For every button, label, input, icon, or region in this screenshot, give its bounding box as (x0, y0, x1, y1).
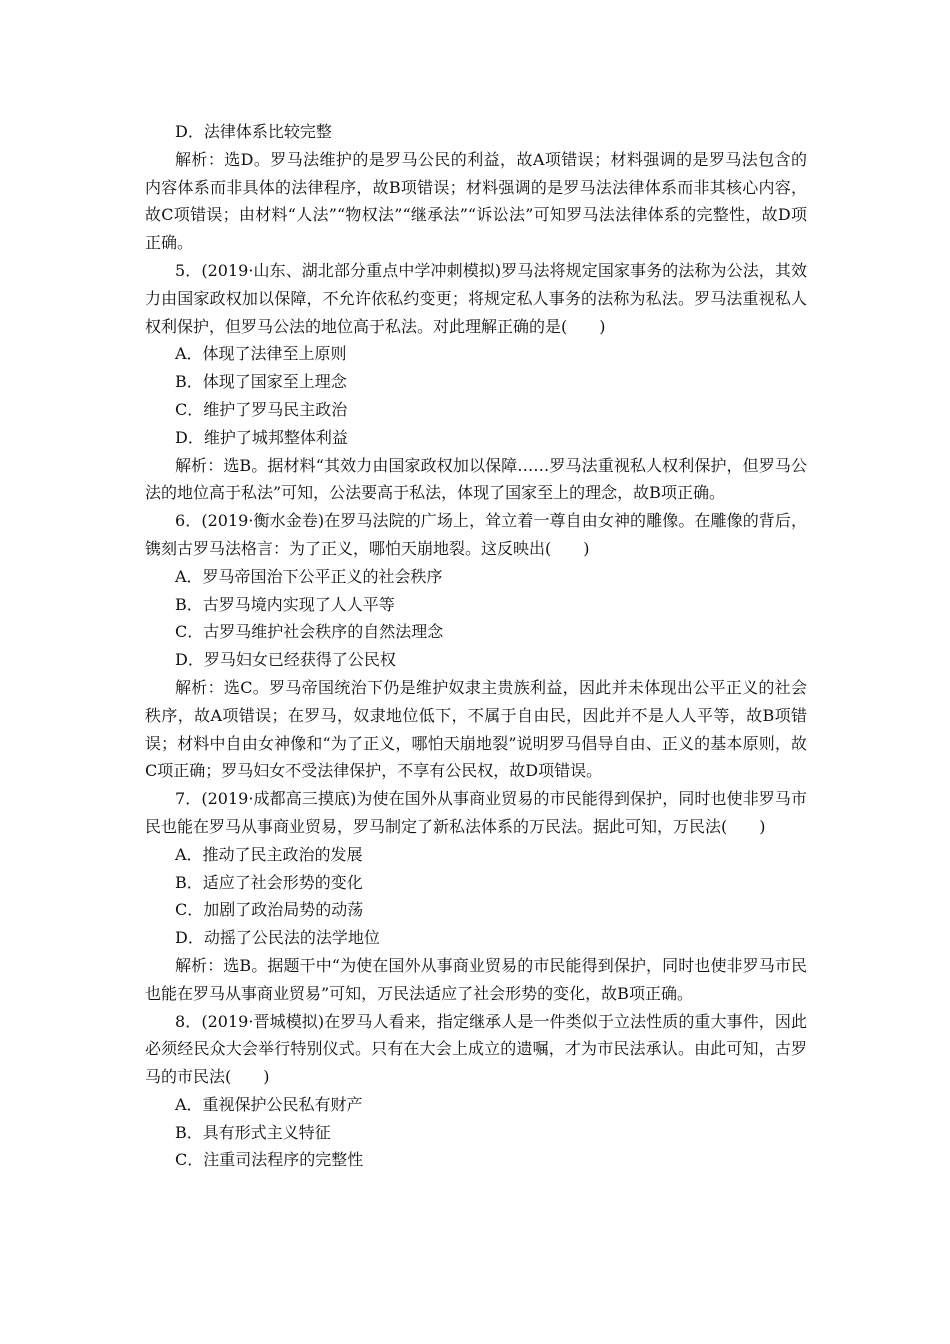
document-body (145, 118, 807, 1174)
q5-option-d: D．维护了城邦整体利益 (175, 427, 348, 447)
q8-option-c: C．注重司法程序的完整性 (175, 1150, 364, 1170)
q5-option-b: B．体现了国家至上理念 (175, 372, 347, 392)
q4-analysis: 解析：选D。罗马法维护的是罗马公民的利益，故A项错误；材料强调的是罗马法包含的内容体系而非具体的法律程序，故B项错误；材料强调的是罗马法法律体系而非其核心内容，故C项错误；由材料“人法”“物权法”“继承法”“诉讼法”可知罗马法法律体系的完整性，故D项正确。 (145, 149, 807, 253)
q6-option-a: A．罗马帝国治下公平正义的社会秩序 (175, 566, 443, 586)
q5-option-a: A．体现了法律至上原则 (175, 344, 347, 364)
q6-analysis: 解析：选C。罗马帝国统治下仍是维护奴隶主贵族利益，因此并未体现出公平正义的社会秩序，故A项错误；在罗马，奴隶地位低下，不属于自由民，因此并不是人人平等，故B项错误；材料中自由女神像和“为了正义，哪怕天崩地裂”说明罗马倡导自由、正义的基本原则，故C项正确；罗马妇女不受法律保护，不享有公民权，故D项错误。 (145, 677, 807, 781)
q7-stem: 7．(2019·成都高三摸底)为使在国外从事商业贸易的市民能得到保护，同时也使非罗马市民也能在罗马从事商业贸易，罗马制定了新私法体系的万民法。据此可知，万民法( ) (145, 789, 807, 836)
q7-option-c: C．加剧了政治局势的动荡 (175, 900, 364, 920)
q7-analysis: 解析：选B。据题干中“为使在国外从事商业贸易的市民能得到保护，同时也使非罗马市民也能在罗马从事商业贸易”可知，万民法适应了社会形势的变化，故B项正确。 (145, 955, 807, 1003)
q7-option-d: D．动摇了公民法的法学地位 (175, 928, 380, 948)
q6-option-b: B．古罗马境内实现了人人平等 (175, 594, 395, 614)
q5-analysis: 解析：选B。据材料“其效力由国家政权加以保障……罗马法重视私人权利保护，但罗马公法的地位高于私法”可知，公法要高于私法，体现了国家至上的理念，故B项正确。 (145, 455, 807, 503)
q8-option-b: B．具有形式主义特征 (175, 1122, 331, 1142)
q6-option-c: C．古罗马维护社会秩序的自然法理念 (175, 622, 444, 642)
q7-option-b: B．适应了社会形势的变化 (175, 872, 363, 892)
q7-option-a: A．推动了民主政治的发展 (175, 844, 363, 864)
q8-option-a: A．重视保护公民私有财产 (175, 1094, 363, 1114)
q4-option-d: D．法律体系比较完整 (175, 122, 332, 141)
q5-option-c: C．维护了罗马民主政治 (175, 399, 348, 419)
q5-stem: 5．(2019·山东、湖北部分重点中学冲刺模拟)罗马法将规定国家事务的法称为公法，其效力由国家政权加以保障，不允许依私约变更；将规定私人事务的法称为私法。罗马法重视私人权利保护，但罗马公法的地位高于私法。对此理解正确的是( ) (145, 260, 807, 336)
q6-stem: 6．(2019·衡水金卷)在罗马法院的广场上，耸立着一尊自由女神的雕像。在雕像的背后，镌刻古罗马法格言：为了正义，哪怕天崩地裂。这反映出( ) (145, 511, 807, 558)
q8-stem: 8．(2019·晋城模拟)在罗马人看来，指定继承人是一件类似于立法性质的重大事件，因此必须经民众大会举行特别仪式。只有在大会上成立的遗嘱，才为市民法承认。由此可知，古罗马的市民法( ) (145, 1011, 807, 1087)
q6-option-d: D．罗马妇女已经获得了公民权 (175, 650, 396, 670)
